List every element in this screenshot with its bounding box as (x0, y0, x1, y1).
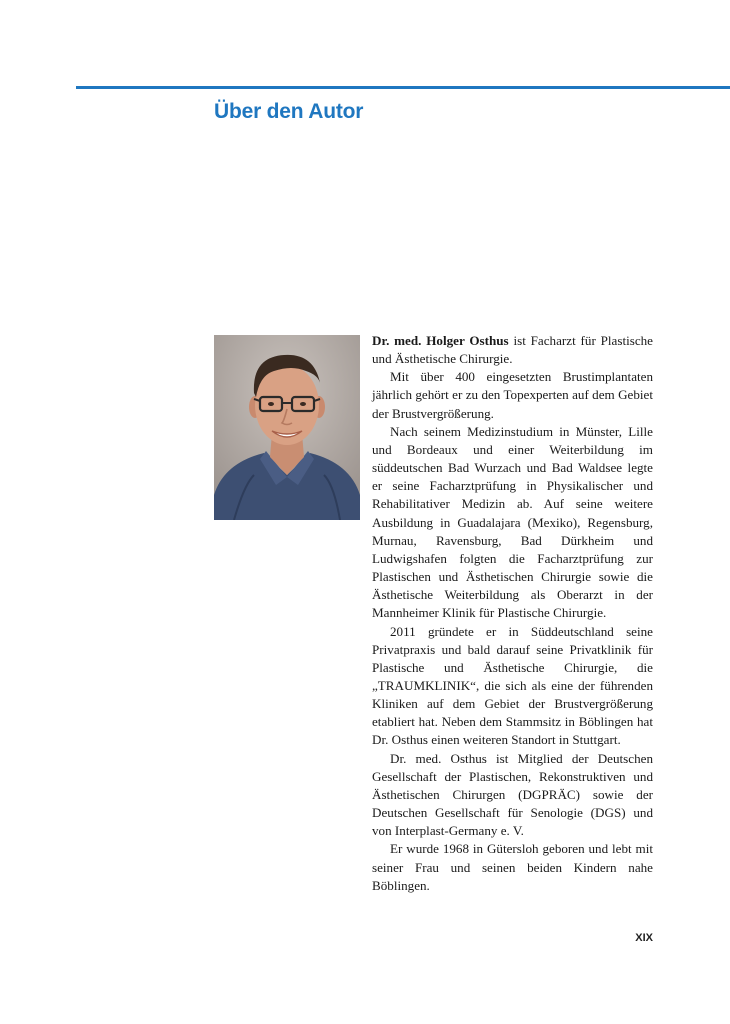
bio-paragraph-memberships: Dr. med. Osthus ist Mitglied der Deutschen Gesellschaft der Plastischen, Rekonstruktiven und Ästhetischen Chirurgen (DGPRÄC) sowie der Deutschen Gesellschaft für Senologie (DGS) und von Interplast-Germany e. V. (372, 750, 653, 839)
author-name: Dr. med. Holger Osthus (372, 333, 509, 348)
author-biography (372, 332, 653, 895)
portrait-illustration (214, 335, 360, 520)
header-rule (76, 86, 730, 89)
bio-paragraph-experience: Mit über 400 eingesetzten Brustimplantaten jährlich gehört er zu den Topexperten auf dem Gebiet der Brustvergrößerung. (372, 369, 653, 421)
author-portrait (214, 335, 360, 520)
bio-paragraph-intro (372, 332, 653, 368)
page-title: Über den Autor (214, 100, 364, 123)
bio-paragraph-clinic: 2011 gründete er in Süddeutschland seine Privatpraxis und bald darauf seine Privatklinik für Plastische und Ästhetische Chirurgie, die „TRAUMKLINIK“, die sich als eine der führenden Kliniken auf dem Gebiet der Brustvergrößerung etabliert hat. Neben dem Stammsitz in Böblingen hat Dr. Osthus einen weiteren Standort in Stuttgart. (372, 623, 653, 748)
bio-paragraph-education: Nach seinem Medizinstudium in Münster, Lille und Bordeaux und einer Weiterbildung im süddeutschen Bad Wurzach und Bad Waldsee legte er seine Facharztprüfung in Physikalischer und Rehabilitativer Medizin ab. Auf seine weitere Ausbildung in Guadalajara (Mexiko), Regensburg, Murnau, Ravensburg, Bad Dürkheim und Ludwigshafen folgten die Facharztprüfung zur Plastischen und Ästhetischen Chirurgie sowie die Ästhetische Weiterbildung als Oberarzt in der Mannheimer Klinik für Plastische Chirurgie. (372, 423, 653, 621)
page-number: XIX (635, 932, 653, 944)
bio-paragraph-personal: Er wurde 1968 in Gütersloh geboren und lebt mit seiner Frau und seinen beiden Kindern nahe Böblingen. (372, 841, 653, 893)
intro-text: ist Facharzt für Plastische und Ästhetische Chirurgie. (372, 333, 653, 367)
